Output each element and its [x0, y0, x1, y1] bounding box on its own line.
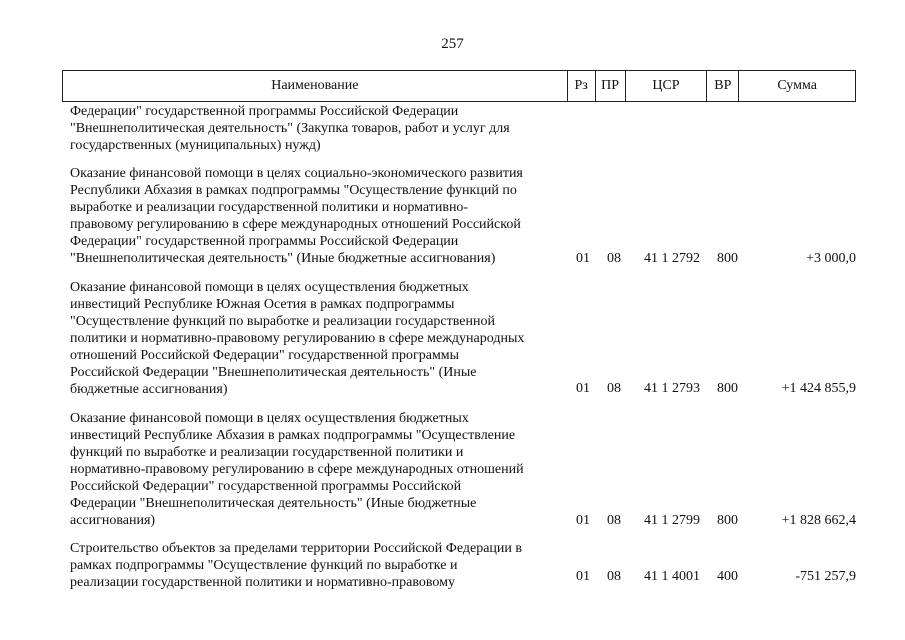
cell-csr: 41 1 2799 [644, 513, 700, 528]
row-codes [62, 512, 856, 529]
cell-vr: 800 [717, 251, 738, 266]
row-codes [62, 568, 856, 585]
description-line: нормативно-правовому регулированию в сфере международных отношений [70, 462, 524, 477]
row-description [70, 103, 565, 154]
header-vr: ВР [706, 71, 738, 101]
description-line: рамках подпрограммы "Осуществление функций по выработке и [70, 558, 458, 573]
cell-rz: 01 [576, 251, 590, 266]
page-number: 257 [441, 36, 464, 52]
description-line: Оказание финансовой помощи в целях осуществления бюджетных [70, 411, 469, 426]
description-line: Строительство объектов за пределами территории Российской Федерации в [70, 541, 522, 556]
description-line: "Осуществление функций по выработке и реализации государственной [70, 314, 495, 329]
header-rz: Рз [567, 71, 595, 101]
cell-pr: 08 [607, 569, 621, 584]
header-csr: ЦСР [625, 71, 707, 101]
description-line: инвестиций Республике Абхазия в рамках подпрограммы "Осуществление [70, 428, 516, 443]
description-line: "Внешнеполитическая деятельность" (Иные бюджетные ассигнования) [70, 251, 496, 266]
description-line: Федерации" государственной программы Российской Федерации [70, 234, 459, 249]
description-line: политики и нормативно-правовому регулированию в сфере международных [70, 331, 525, 346]
cell-sum: -751 257,9 [795, 569, 856, 584]
description-line: государственных (муниципальных) нужд) [70, 138, 321, 153]
description-line: ассигнования) [70, 513, 156, 528]
cell-rz: 01 [576, 381, 590, 396]
cell-pr: 08 [607, 513, 621, 528]
row-codes [62, 380, 856, 397]
row-codes [62, 250, 856, 267]
cell-sum: +1 424 855,9 [781, 381, 856, 396]
description-line: "Внешнеполитическая деятельность" (Закупка товаров, работ и услуг для [70, 121, 510, 136]
description-line: Российской Федерации" государственной программы Российской [70, 479, 462, 494]
cell-vr: 800 [717, 513, 738, 528]
description-line: функций по выработке и реализации государственной политики и [70, 445, 464, 460]
description-line: отношений Российской Федерации" государственной программы [70, 348, 460, 363]
description-line: Федерации" государственной программы Российской Федерации [70, 104, 459, 119]
description-line: Оказание финансовой помощи в целях социально-экономического развития [70, 166, 523, 181]
cell-pr: 08 [607, 251, 621, 266]
description-line: реализации государственной политики и нормативно-правовому [70, 575, 455, 590]
table-header [62, 70, 856, 102]
description-line: Федерации "Внешнеполитическая деятельность" (Иные бюджетные [70, 496, 477, 511]
cell-sum: +3 000,0 [806, 251, 856, 266]
cell-csr: 41 1 2793 [644, 381, 700, 396]
description-line: выработке и реализации государственной политики и нормативно- [70, 200, 469, 215]
cell-rz: 01 [576, 513, 590, 528]
description-line: Оказание финансовой помощи в целях осуществления бюджетных [70, 280, 469, 295]
cell-vr: 400 [717, 569, 738, 584]
description-line: Республики Абхазия в рамках подпрограммы "Осуществление функций по [70, 183, 517, 198]
cell-csr: 41 1 4001 [644, 569, 700, 584]
cell-vr: 800 [717, 381, 738, 396]
header-pr: ПР [595, 71, 625, 101]
cell-rz: 01 [576, 569, 590, 584]
description-line: правовому регулированию в сфере международных отношений Российской [70, 217, 521, 232]
description-line: бюджетные ассигнования) [70, 382, 228, 397]
cell-sum: +1 828 662,4 [781, 513, 856, 528]
cell-pr: 08 [607, 381, 621, 396]
description-line: Российской Федерации "Внешнеполитическая деятельность" (Иные [70, 365, 477, 380]
cell-csr: 41 1 2792 [644, 251, 700, 266]
header-name: Наименование [271, 78, 359, 93]
description-line: инвестиций Республике Южная Осетия в рамках подпрограммы [70, 297, 455, 312]
header-sum: Сумма [738, 71, 855, 101]
